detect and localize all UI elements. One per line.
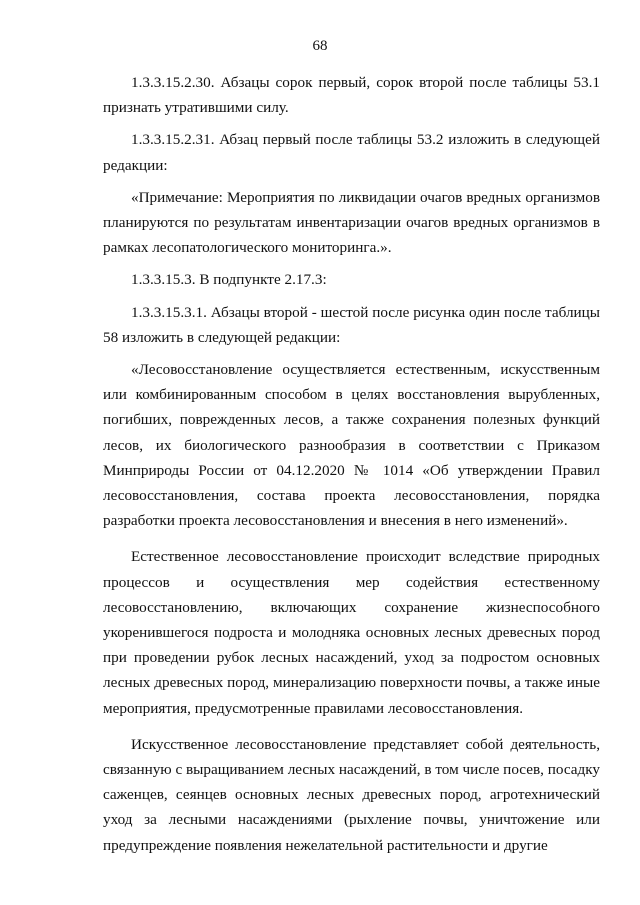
document-body [103, 70, 600, 865]
paragraph-2: 1.3.3.15.2.31. Абзац первый после таблицы 53.2 изложить в следующей редакции: [103, 131, 600, 174]
paragraph-6: «Лесовосстановление осуществляется естественным, искусственным или комбинированным способом в целях восстановления вырубленных, погибших, поврежденных лесов, а также сохранения полезных функций лесов, их биологического разнообразия в соответствии с Приказом Минприроды России от 04.12.2020 № 1014 «Об утверждении Правил лесовосстановления, состава проекта лесовосстановления, порядка разработки проекта лесовосстановления и внесения в него изменений». [103, 361, 600, 530]
paragraph-3: «Примечание: Мероприятия по ликвидации очагов вредных организмов планируются по результатам инвентаризации очагов вредных организмов в рамках лесопатологического мониторинга.». [103, 188, 600, 257]
paragraph-7: Естественное лесовосстановление происходит вследствие природных процессов и осуществления мер содействия естественному лесовосстановлению, включающих сохранение жизнеспособного укоренившегося подроста и молодняка основных лесных древесных пород при проведении рубок лесных насаждений, уход за подростом основных лесных древесных пород, минерализацию поверхности почвы, а также иные мероприятия, предусмотренные правилами лесовосстановления. [103, 548, 600, 717]
paragraph-8: Искусственное лесовосстановление представляет собой деятельность, связанную с выращиванием лесных насаждений, в том числе посев, посадку саженцев, сеянцев основных лесных древесных пород, агротехнический уход за лесными насаждениями (рыхление почвы, уничтожение или предупреждение появления нежелательной растительности и другие [103, 735, 600, 854]
paragraph-5: 1.3.3.15.3.1. Абзацы второй - шестой после рисунка один после таблицы 58 изложить в следующей редакции: [103, 303, 600, 346]
paragraph-1: 1.3.3.15.2.30. Абзацы сорок первый, сорок второй после таблицы 53.1 признать утратившими силу. [103, 74, 600, 117]
paragraph-4: 1.3.3.15.3. В подпункте 2.17.3: [131, 271, 327, 289]
page-number: 68 [312, 38, 328, 54]
